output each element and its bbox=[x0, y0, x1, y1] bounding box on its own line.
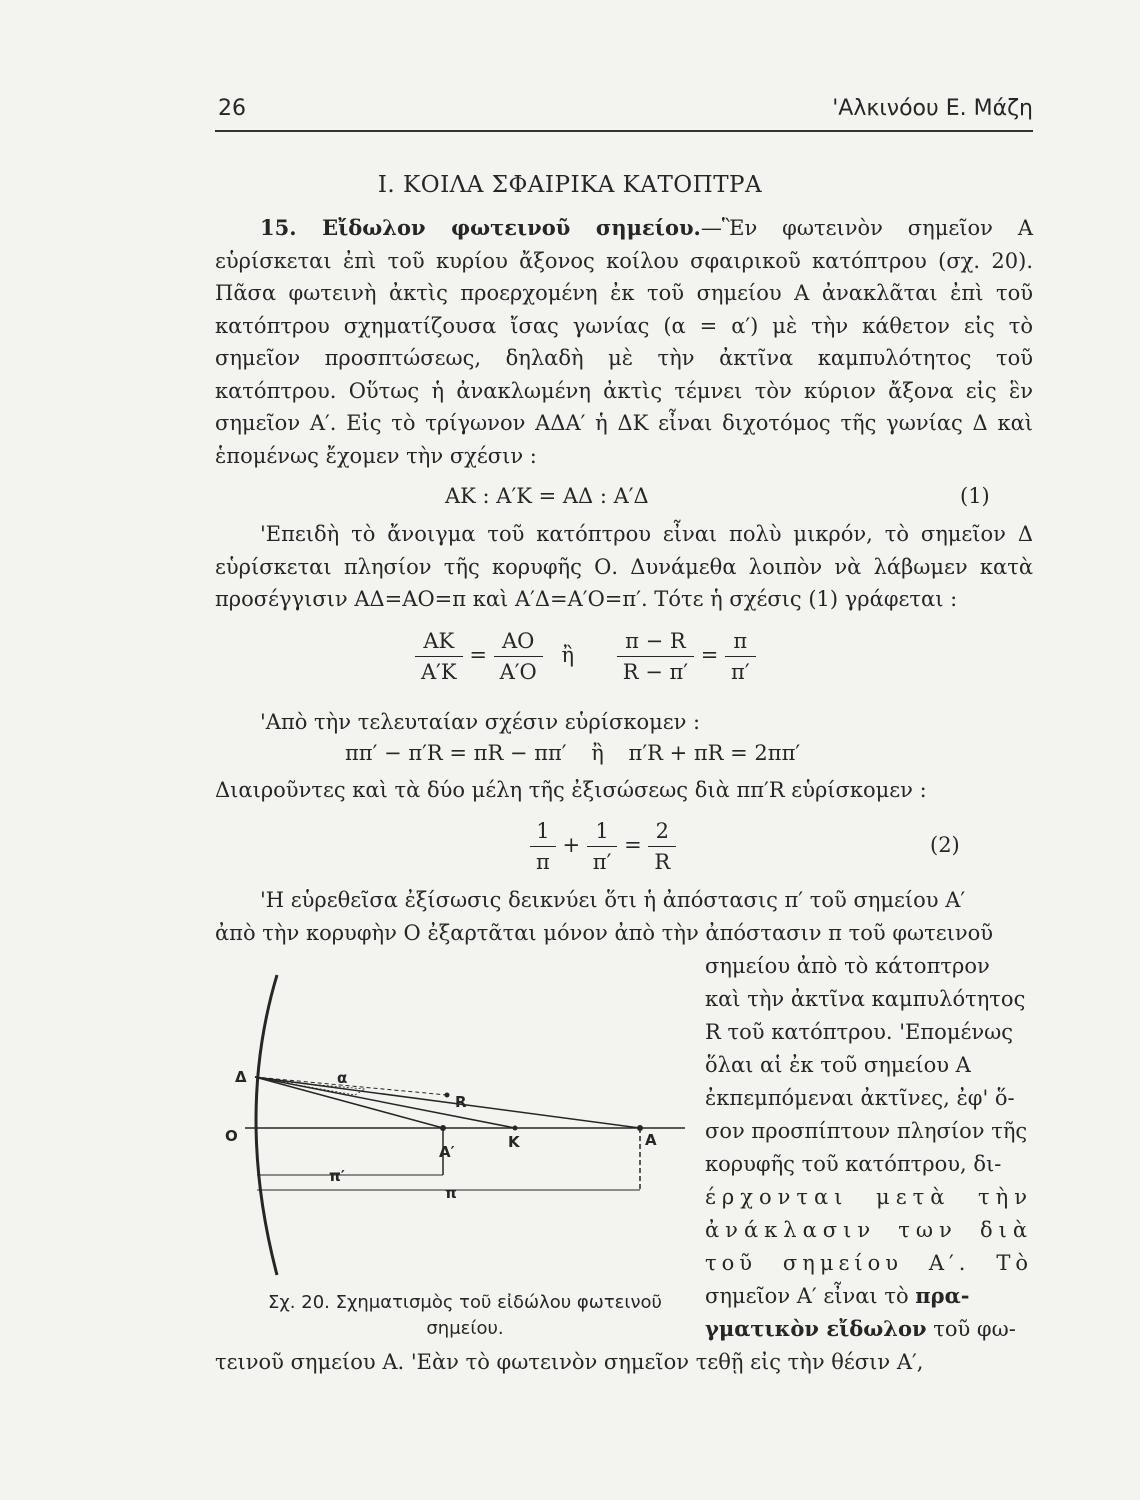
construction-line bbox=[255, 1077, 447, 1095]
wrap-line: σημείου ἀπὸ τὸ κάτοπτρον bbox=[705, 954, 990, 978]
paragraph-4: Διαιροῦντες καὶ τὰ δύο μέλη τῆς ἐξισώσεως διὰ ππ′R εὑρίσκομεν : bbox=[215, 778, 927, 802]
label-alpha: α bbox=[337, 1069, 348, 1087]
figure-caption: Σχ. 20. Σχηματισμὸς τοῦ εἰδώλου φωτεινοῦ σημείου. bbox=[268, 1292, 662, 1339]
label-pi: π bbox=[445, 1184, 457, 1202]
bold-term: πρα- bbox=[915, 1283, 970, 1308]
figure-concave-mirror bbox=[215, 965, 685, 1285]
label-o: O bbox=[225, 1127, 238, 1145]
fraction-ak: $\frac{AK}{A'K}$ bbox=[415, 626, 463, 687]
point-a-prime bbox=[440, 1125, 446, 1131]
point-k bbox=[513, 1126, 518, 1131]
point-center bbox=[445, 1093, 450, 1098]
section-title: Ι. ΚΟΙΛΑ ΣΦΑΙΡΙΚΑ ΚΑΤΟΠΤΡΑ bbox=[377, 172, 763, 198]
wrap-line: σον προσπίπτουν πλησίον τῆς bbox=[705, 1119, 1028, 1143]
equation-2: $\frac{AK}{A'K}$ = $\frac{AO}{A'O}$ ἢ $\frac{\pi - R}{R - \pi'}$ = $\frac{\pi}{\pi'}$ bbox=[415, 626, 756, 687]
label-a: A bbox=[645, 1131, 657, 1149]
label-a-prime: A′ bbox=[439, 1143, 455, 1161]
page-number: 26 bbox=[218, 96, 246, 121]
wrap-line: ὅλαι αἱ ἐκ τοῦ σημείου Α bbox=[705, 1053, 971, 1077]
bisector-ray bbox=[255, 1077, 515, 1128]
subsection-heading: 15. Εἴδωλον φωτεινοῦ σημείου. bbox=[260, 215, 701, 240]
running-head: 'Αλκινόου Ε. Μάζη bbox=[832, 96, 1033, 121]
equation-3: ππ′ − π′R = πR − ππ′ ἢ π′R + πR = 2ππ′ bbox=[345, 741, 801, 765]
wrap-line: R τοῦ κατόπτρου. 'Επομένως bbox=[705, 1020, 1014, 1044]
paragraph-1 bbox=[215, 212, 1033, 472]
wrap-line: γματικὸν εἴδωλον τοῦ φω- bbox=[705, 1316, 1016, 1341]
wrap-line: κορυφῆς τοῦ κατόπτρου, δι- bbox=[705, 1152, 1002, 1176]
equation-4: $\frac{1}{\pi}$ + $\frac{1}{\pi'}$ = $\frac{2}{R}$ bbox=[530, 816, 676, 877]
bold-term: γματικὸν εἴδωλον bbox=[705, 1316, 927, 1341]
fraction-ao: $\frac{AO}{A'O}$ bbox=[494, 626, 543, 687]
paragraph-2: 'Επειδὴ τὸ ἄνοιγμα τοῦ κατόπτρου εἶναι πολὺ μικρόν, τὸ σημεῖον Δ εὑρίσκεται πλησίον τῆς κορυφῆς Ο. Δυνάμεθα λοιπὸν νὰ λάβωμεν κατὰ προσέγγισιν ΑΔ=ΑΟ=π καὶ Α′Δ=Α′Ο=π′. Τότε ἡ σχέσις (1) γράφεται : bbox=[215, 522, 1033, 611]
wrap-line: τοῦ σημείου Α′. Τὸ bbox=[705, 1251, 1033, 1275]
header-rule bbox=[215, 130, 1033, 132]
wrap-line: ἐκπεμπόμεναι ἀκτῖνες, ἐφ' ὅ- bbox=[705, 1086, 1015, 1110]
wrap-line: καὶ τὴν ἀκτῖνα καμπυλότητος bbox=[705, 987, 1026, 1011]
wrap-line: ἀνάκλασιν των διὰ bbox=[705, 1218, 1033, 1242]
wrap-line: έρχονται μετὰ τὴν bbox=[705, 1185, 1033, 1209]
fraction-pi-r: $\frac{\pi - R}{R - \pi'}$ bbox=[617, 626, 694, 687]
paragraph-5-last-line: τεινοῦ σημείου Α. 'Εὰν τὸ φωτεινὸν σημεῖον τεθῇ εἰς τὴν θέσιν Α′, bbox=[215, 1350, 924, 1374]
equation-1: AK : A′K = AΔ : A′Δ bbox=[445, 484, 649, 508]
label-pi-prime: π′ bbox=[329, 1167, 345, 1185]
label-r: R bbox=[455, 1093, 467, 1111]
paragraph-1-body: —Ἓν φωτεινὸν σημεῖον Α εὑρίσκεται ἐπὶ τοῦ κυρίου ἄξονος κοίλου σφαιρικοῦ κατόπτρου (σχ. 20). Πᾶσα φωτεινὴ ἀκτὶς προερχομένη ἐκ τοῦ σημείου Α ἀνακλᾶται ἐπὶ τοῦ κατόπτρου σχηματίζουσα ἴσας γωνίας (α = α′) μὲ τὴν κάθετον εἰς τὸ σημεῖον προσπτώσεως, δηλαδὴ μὲ τὴν ἀκτῖνα καμπυλότητος τοῦ κατόπτρου. Οὕτως ἡ ἀνακλωμένη ἀκτὶς τέμνει τὸν κύριον ἄξονα εἰς ἓν σημεῖον Α′. Εἰς τὸ τρίγωνον ΑΔΑ′ ἡ ΔΚ εἶναι διχοτόμος τῆς γωνίας Δ καὶ ἑπομένως ἔχομεν τὴν σχέσιν : bbox=[215, 216, 1033, 468]
paragraph-3: 'Απὸ τὴν τελευταίαν σχέσιν εὑρίσκομεν : bbox=[260, 710, 701, 734]
mirror-arc bbox=[256, 975, 277, 1275]
fraction-pi-piprime: $\frac{\pi}{\pi'}$ bbox=[725, 626, 756, 687]
paragraph-5-line-1: 'Η εὑρεθεῖσα ἐξίσωσις δεικνύει ὅτι ἡ ἀπόστασις π′ τοῦ σημείου Α′ bbox=[260, 888, 966, 912]
equation-4-number: (2) bbox=[930, 833, 960, 857]
wrap-line: σημεῖον Α′ εἶναι τὸ πρα- bbox=[705, 1283, 970, 1308]
label-k: K bbox=[508, 1133, 520, 1151]
point-a bbox=[637, 1125, 643, 1131]
reflected-ray bbox=[255, 1077, 443, 1128]
equation-1-number: (1) bbox=[960, 484, 990, 508]
label-delta: Δ bbox=[235, 1068, 247, 1086]
paragraph-5-line-2: ἀπὸ τὴν κορυφὴν Ο ἐξαρτᾶται μόνον ἀπὸ τὴν ἀπόστασιν π τοῦ φωτεινοῦ bbox=[215, 921, 994, 945]
